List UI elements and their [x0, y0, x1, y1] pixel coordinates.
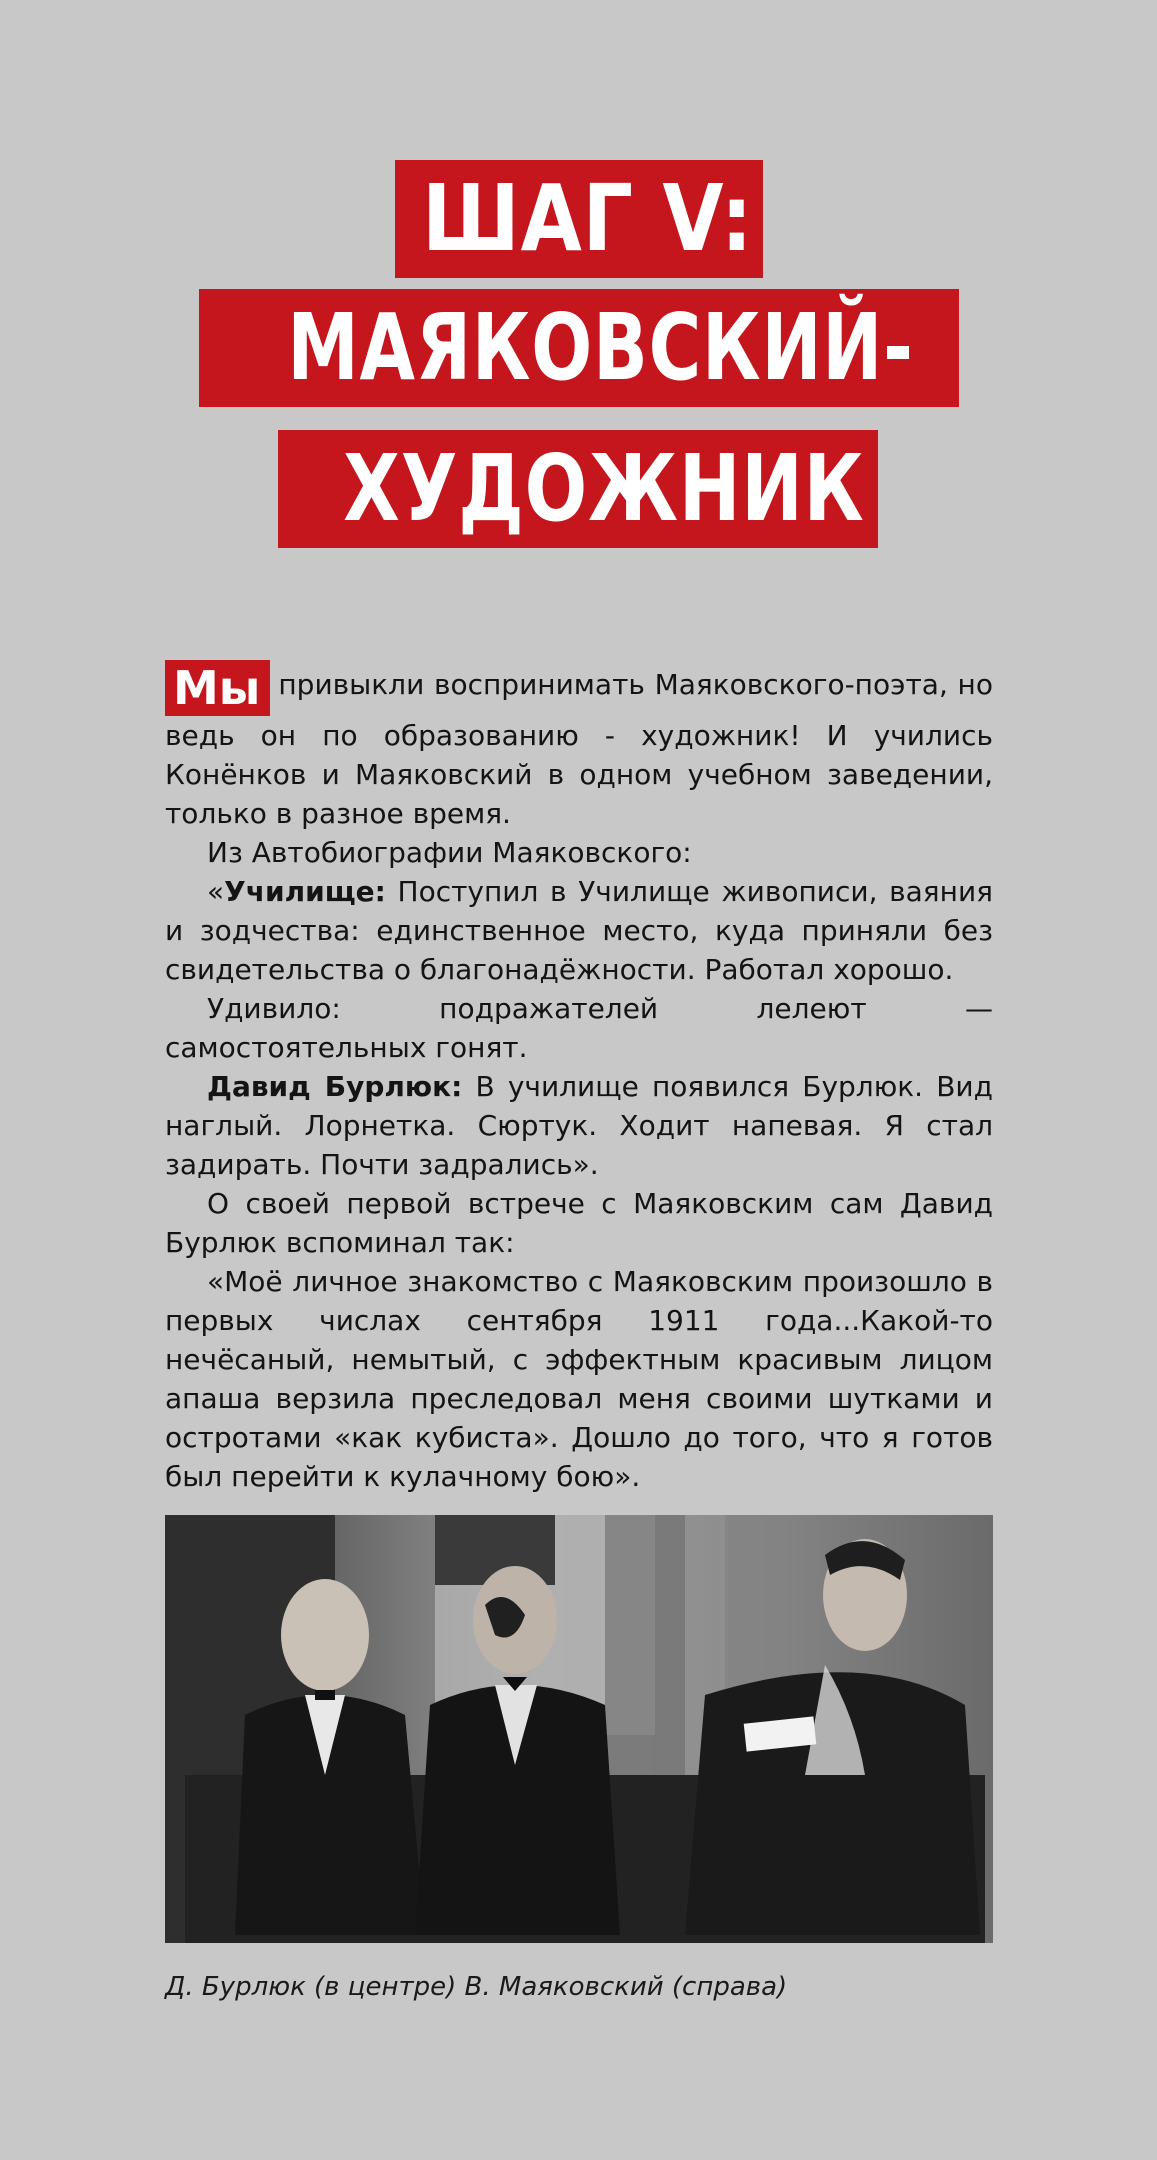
bold-term-burliuk: Давид Бурлюк: — [207, 1070, 463, 1103]
paragraph-7: «Моё личное знакомство с Маяковским произошло в первых числах сентября 1911 года...Какой-то нечёсаный, немытый, с эффектным красивым лицом апаша верзила преследовал меня своими шутками и остротами «как кубиста». Дошло до того, что я готов был перейти к кулачному бою». — [165, 1265, 993, 1493]
bold-term-uchilishche: Училище: — [224, 875, 386, 908]
historical-photo — [165, 1515, 993, 1943]
body-text — [165, 660, 993, 1496]
paragraph-2: Из Автобиографии Маяковского: — [207, 836, 692, 869]
photo-caption: Д. Бурлюк (в центре) В. Маяковский (справа) — [165, 1972, 788, 2002]
paragraph-3: «Училище: Поступил в Училище живописи, ваяния и зодчества: единственное место, куда приняли без свидетельства о благонадёжности. Работал хорошо. — [165, 875, 993, 986]
paragraph-5: Давид Бурлюк: В училище появился Бурлюк. Вид наглый. Лорнетка. Сюртук. Ходит напевая. Я стал задирать. Почти задрались». — [165, 1070, 993, 1181]
title-line-2: МАЯКОВСКИЙ- — [199, 289, 959, 407]
paragraph-1: Мы привыкли воспринимать Маяковского-поэта, но ведь он по образованию - художник! И учились Конёнков и Маяковский в одном учебном заведении, только в разное время. — [165, 661, 993, 830]
title-line-1: ШАГ V: — [395, 160, 763, 278]
paragraph-4: Удивило: подражателей лелеют — самостоятельных гонят. — [165, 992, 993, 1064]
photo-illustration — [165, 1515, 993, 1943]
dropcap: Мы — [165, 660, 270, 716]
paragraph-6: О своей первой встрече с Маяковским сам Давид Бурлюк вспоминал так: — [165, 1187, 993, 1259]
title-line-3: ХУДОЖНИК — [278, 430, 878, 548]
